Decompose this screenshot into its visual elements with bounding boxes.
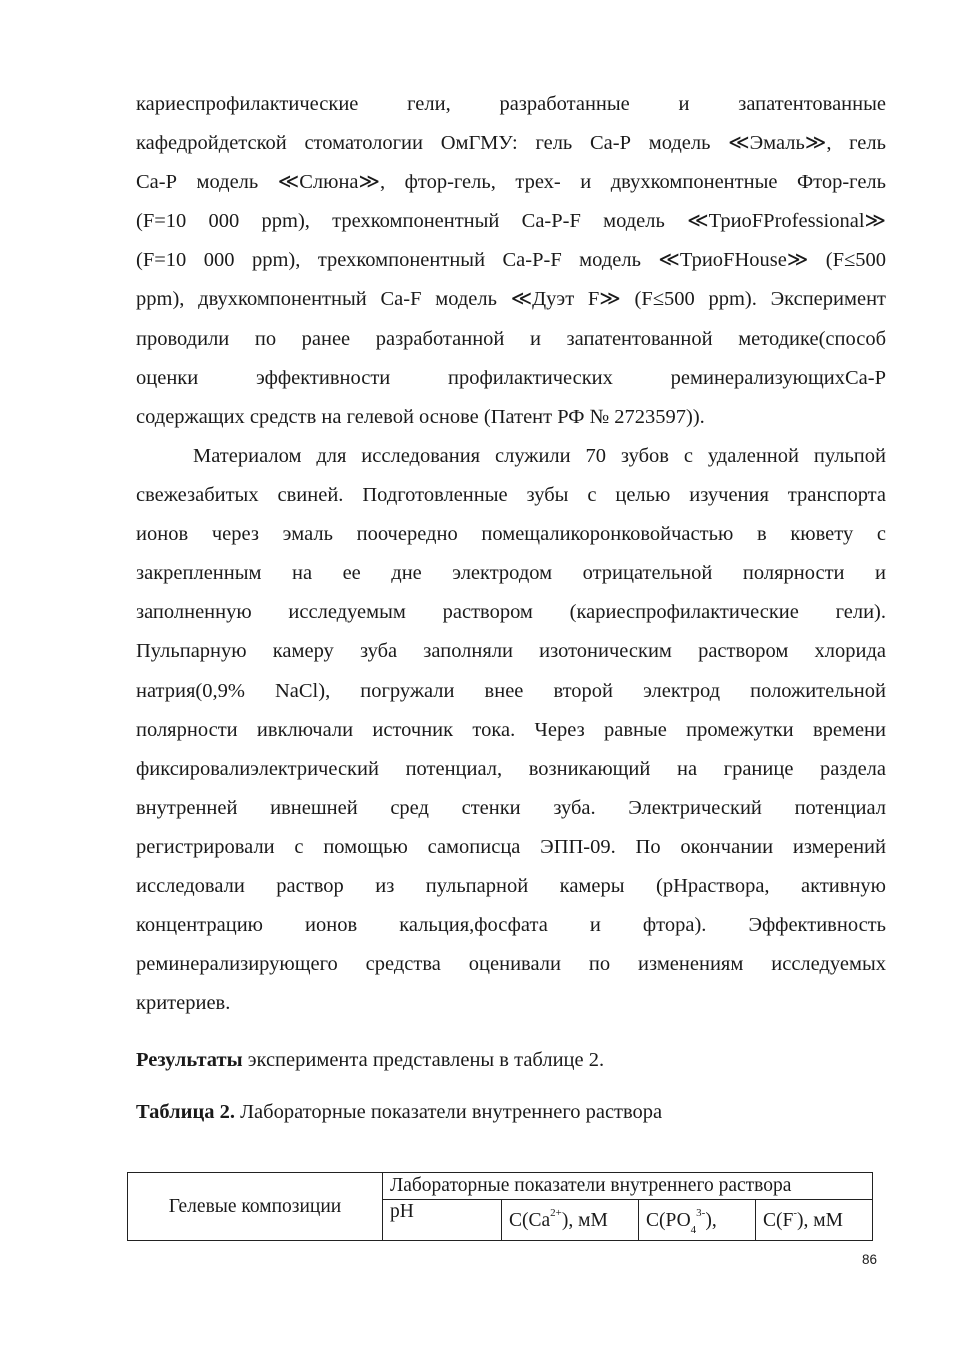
text-line: фиксировалиэлектрический потенциал, возникающий на границе раздела <box>136 757 886 780</box>
text-line: кафедройдетской стоматологии ОмГМУ: гель Са-Р модель ≪Эмаль≫, гель <box>136 132 886 155</box>
paragraph-materials <box>136 437 886 1023</box>
text-line: критериев. <box>136 992 231 1015</box>
phosphate-label <box>646 1207 717 1236</box>
calcium-label <box>509 1207 608 1231</box>
phosphate-header <box>639 1200 756 1241</box>
text-line: натрия(0,9% NaCl), погружали внее второй электрод положительной <box>136 679 886 702</box>
text-line: внутренней ивнешней сред стенки зуба. Электрический потенциал <box>136 796 886 819</box>
text-line: Материалом для исследования служили 70 зубов с удаленной пульпой <box>193 445 886 467</box>
results-bold-label: Результаты <box>136 1049 243 1071</box>
calcium-header <box>502 1200 639 1241</box>
phosphate-text: С(РО <box>646 1210 691 1231</box>
ph-label: pH <box>390 1201 414 1222</box>
text-line: свежезабитых свиней. Подготовленные зубы с целью изучения транспорта <box>136 484 886 507</box>
text-line: концентрацию ионов кальция,фосфата и фтора). Эффективность <box>136 914 886 937</box>
text-line: (F=10 000 ppm), трехкомпонентный Са-Р-F модель ≪ТриоFProfessional≫ <box>136 210 886 233</box>
table-header-row <box>128 1173 873 1200</box>
text-line: реминерализирующего средства оценивали по изменениям исследуемых <box>136 953 886 976</box>
fluoride-unit: ), мМ <box>797 1210 843 1231</box>
gel-compositions-header: Гелевые композиции <box>128 1173 383 1241</box>
phosphate-unit: ), <box>705 1210 717 1231</box>
table-caption-text: Лабораторные показатели внутреннего раствора <box>235 1101 663 1123</box>
text-line: ионов через эмаль поочередно помещаликоронковойчастью в кювету с <box>136 523 886 546</box>
text-line: Пульпарную камеру зуба заполняли изотоническим раствором хлорида <box>136 640 886 663</box>
fluoride-header <box>756 1200 873 1241</box>
calcium-text: С(Са <box>509 1210 551 1231</box>
text-line: регистрировали с помощью самописца ЭПП-09. По окончании измерений <box>136 835 886 858</box>
text-line: закрепленным на ее дне электродом отрицательной полярности и <box>136 562 886 585</box>
phosphate-index: 4 <box>690 1224 697 1236</box>
text-line: полярности ивключали источник тока. Через равные промежутки времени <box>136 718 886 741</box>
text-line: заполненную исследуемым раствором (кариеспрофилактические гели). <box>136 601 886 624</box>
ph-header <box>383 1200 502 1241</box>
lab-indicators-table <box>127 1172 873 1241</box>
table-caption <box>136 1098 662 1126</box>
text-line: оценки эффективности профилактических реминерализующихСа-Р <box>136 366 886 389</box>
page-number: 86 <box>862 1252 878 1267</box>
text-line: Са-Р модель ≪Слюна≫, фтор-гель, трех- и двухкомпонентные Фтор-гель <box>136 171 886 194</box>
text-line: ppm), двухкомпонентный Са-F модель ≪Дуэт F≫ (F≤500 ppm). Эксперимент <box>136 288 886 311</box>
results-text: эксперимента представлены в таблице 2. <box>242 1049 605 1071</box>
table-caption-label: Таблица 2. <box>136 1101 236 1123</box>
results-sentence <box>136 1046 604 1074</box>
text-line: проводили по ранее разработанной и запатентованной методике(способ <box>136 327 886 350</box>
fluoride-label <box>763 1207 843 1231</box>
text-line: (F=10 000 ppm), трехкомпонентный Са-Р-F модель ≪ТриоFHouse≫ (F≤500 <box>136 249 886 272</box>
lab-indicators-group-header: Лабораторные показатели внутреннего раствора <box>383 1173 873 1200</box>
calcium-unit: ), мМ <box>561 1210 608 1231</box>
text-line: содержащих средств на гелевой основе (Патент РФ № 2723597)). <box>136 405 705 428</box>
fluoride-charge: - <box>793 1207 798 1219</box>
phosphate-charge: 3- <box>696 1207 706 1219</box>
text-line: кариеспрофилактические гели, разработанные и запатентованные <box>136 93 886 115</box>
paragraph-gels <box>136 85 886 437</box>
fluoride-text: С(F <box>763 1210 794 1231</box>
text-line: исследовали раствор из пульпарной камеры (рНраствора, активную <box>136 875 886 898</box>
calcium-charge: 2+ <box>550 1207 562 1219</box>
